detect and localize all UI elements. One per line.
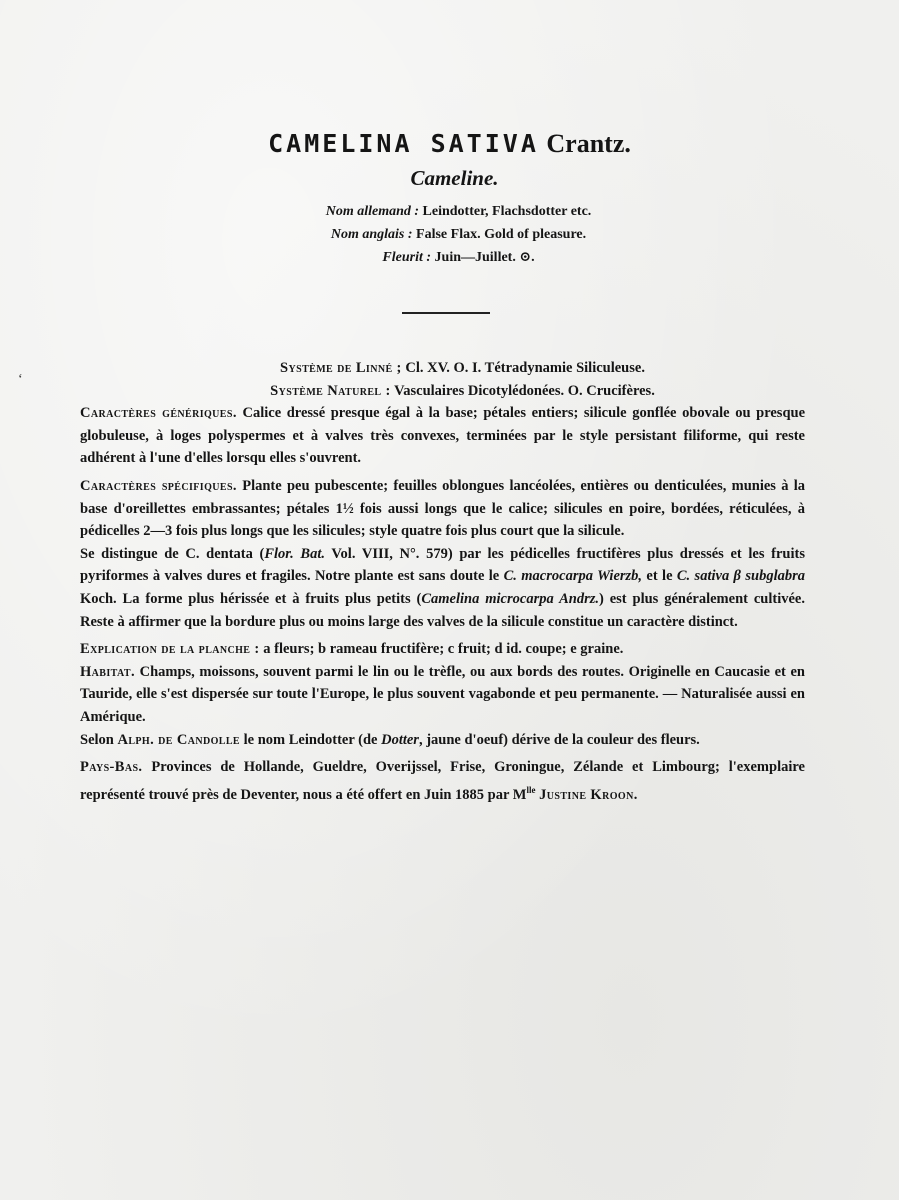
donor-name: Justine Kroon. bbox=[539, 786, 638, 803]
natural-system-line bbox=[80, 380, 805, 403]
species-ref-3: Camelina microcarpa Andrz. bbox=[421, 590, 599, 607]
generic-text: Calice dressé presque égal à la base; pétales entiers; silicule gonflée obovale ou presque globuleuse, à loges polyspermes et à valves très convexes, terminées par le style persistant filiforme, qui reste adhérent à l'une d'elles lorsqu elles s'ouvrent. bbox=[80, 405, 806, 467]
etymology-paragraph bbox=[80, 729, 805, 752]
specific-characters bbox=[80, 475, 805, 543]
species-ref-2: C. sativa β subglabra bbox=[676, 568, 805, 585]
linne-system-line bbox=[80, 357, 805, 380]
selon-a: Selon bbox=[80, 731, 114, 748]
name-label: Nom allemand : bbox=[325, 204, 420, 219]
distingue-a: Se distingue de C. dentata ( bbox=[80, 545, 265, 562]
name-line-english bbox=[18, 223, 899, 246]
selon-c: , jaune d'oeuf) dérive de la couleur des fleurs. bbox=[418, 731, 700, 748]
distinguishing-paragraph bbox=[80, 543, 805, 633]
species-author: Crantz. bbox=[546, 129, 631, 158]
species-name: CAMELINA SATIVA bbox=[268, 129, 539, 158]
paysbas-text: Provinces de Hollande, Gueldre, Overijssel, Frise, Groningue, Zélande et Limbourg; l'exemplaire représenté trouvé près de Deventer, nous a été offert en Juin 1885 par M bbox=[80, 759, 805, 803]
name-value: False Flax. Gold of pleasure. bbox=[416, 227, 587, 242]
page-title bbox=[0, 128, 899, 160]
name-label: Fleurit : bbox=[382, 250, 432, 265]
specific-text: Plante peu pubescente; feuilles oblongues lancéolées, entières ou denticulées, munies à la base d'oreillettes embrassantes; pétales 1½ fois aussi longs que le calice; silicules en poire, bordées, réticulées, à pédicelles 2—3 fois plus longs que les silicules; style quatre fois plus court que la silicule. bbox=[80, 477, 806, 540]
section-divider bbox=[402, 312, 490, 314]
naturel-value: Vasculaires Dicotylédonées. O. Crucifères. bbox=[394, 382, 655, 399]
stray-mark: ʻ bbox=[18, 372, 23, 387]
reference-flor-bat: Flor. Bat. bbox=[264, 545, 326, 562]
explication-text: a fleurs; b rameau fructifère; c fruit; d id. coupe; e graine. bbox=[263, 641, 624, 658]
plate-explanation bbox=[80, 638, 805, 661]
distingue-d: Koch. La forme plus hérissée et à fruits plus petits ( bbox=[80, 590, 422, 607]
naturel-label: Système Naturel : bbox=[270, 382, 391, 399]
distingue-e: ) est plus généralement cultivée. Reste à affirmer que la bordure plus ou moins large des valves de la silicule constitue un caractère distinct. bbox=[80, 590, 805, 630]
author-candolle: Alph. de Candolle bbox=[117, 731, 240, 748]
linne-value: Cl. XV. O. I. Tétradynamie Siliculeuse. bbox=[405, 360, 645, 376]
linne-label: Système de Linné ; bbox=[280, 360, 402, 376]
vernacular-names bbox=[0, 200, 899, 269]
paysbas-label: Pays-Bas. bbox=[80, 759, 143, 776]
common-name: Cameline. bbox=[410, 166, 499, 190]
habitat-text: Champs, moissons, souvent parmi le lin ou le trèfle, ou aux bords des routes. Originelle en Caucasie et en Tauride, elle s'est dispersée sur toute l'Europe, le plus souvent vagabonde et peu permanente. — Naturalisée aussi en Amérique. bbox=[80, 663, 805, 725]
name-label: Nom anglais : bbox=[330, 227, 413, 242]
habitat-label: Habitat. bbox=[80, 663, 135, 680]
netherlands-paragraph bbox=[80, 756, 805, 806]
habitat-paragraph bbox=[80, 661, 805, 729]
generic-characters bbox=[80, 402, 805, 470]
generic-label: Caractères génériques. bbox=[80, 405, 237, 422]
species-ref-1: C. macrocarpa Wierzb, bbox=[503, 568, 643, 585]
name-value: Juin—Juillet. ⊙. bbox=[434, 250, 535, 265]
distingue-c: et le bbox=[642, 568, 677, 585]
distingue-b: Vol. VIII, N°. 579) par les pédicelles fructifères plus dressés et les fruits pyriformes à valves dures et fragiles. Notre plante est sans doute le bbox=[80, 545, 805, 585]
name-value: Leindotter, Flachsdotter etc. bbox=[422, 204, 592, 219]
paysbas-sup: lle bbox=[526, 784, 536, 795]
word-dotter: Dotter bbox=[381, 731, 419, 748]
name-line-german bbox=[18, 200, 899, 223]
description-body bbox=[80, 357, 805, 806]
selon-b: le nom Leindotter (de bbox=[240, 731, 382, 748]
name-line-flowering bbox=[18, 246, 899, 269]
specific-label: Caractères spécifiques. bbox=[80, 477, 237, 494]
title-block bbox=[0, 128, 899, 269]
explication-label: Explication de la planche : bbox=[80, 641, 260, 658]
